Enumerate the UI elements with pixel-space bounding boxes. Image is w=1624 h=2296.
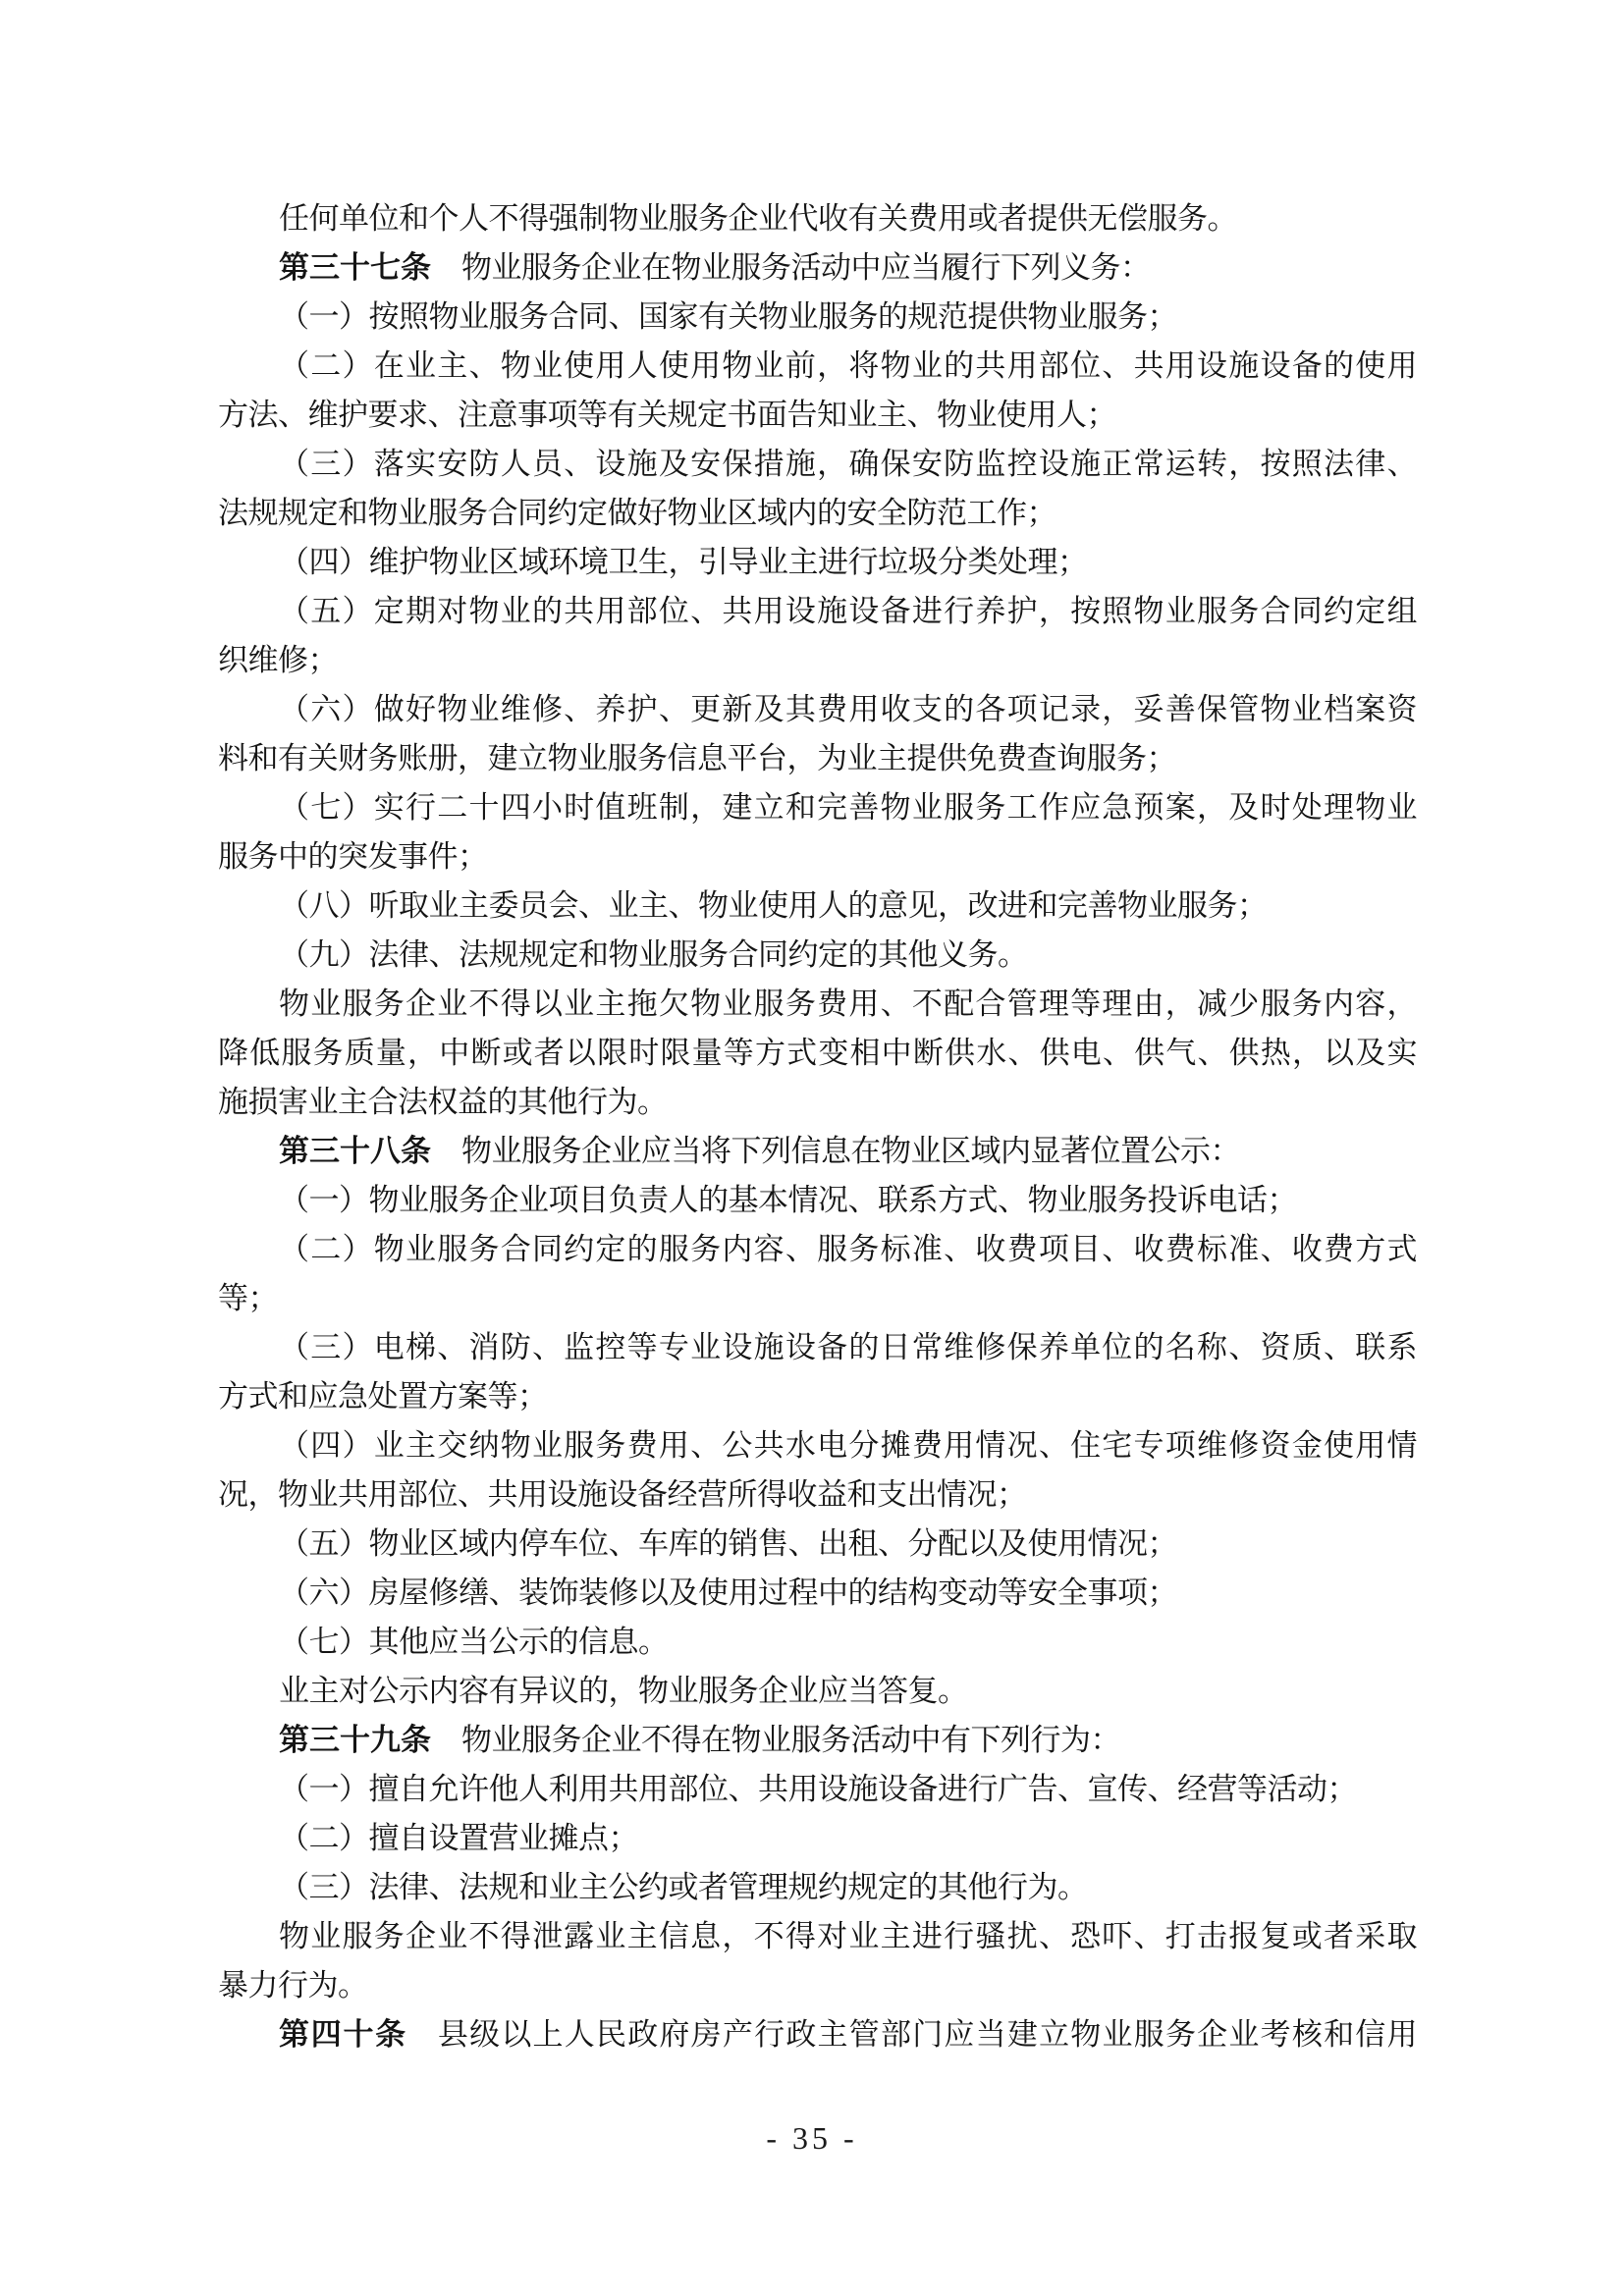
text-line: （二）在业主、物业使用人使用物业前，将物业的共用部位、共用设施设备的使用 — [279, 348, 1417, 383]
text-line: （八）听取业主委员会、业主、物业使用人的意见，改进和完善物业服务； — [279, 888, 1268, 923]
body-text — [218, 194, 1417, 2059]
text-line: （一）物业服务企业项目负责人的基本情况、联系方式、物业服务投诉电话； — [279, 1183, 1297, 1217]
text-line: 施损害业主合法权益的其他行为。 — [218, 1085, 668, 1119]
article-heading: 第三十九条 — [279, 1723, 431, 1757]
text-line: 降低服务质量，中断或者以限时限量等方式变相中断供水、供电、供气、供热，以及实 — [218, 1036, 1417, 1070]
text-line: （五）物业区域内停车位、车库的销售、出租、分配以及使用情况； — [279, 1526, 1177, 1561]
text-line: 等； — [218, 1281, 278, 1315]
text-line: 物业服务企业不得以业主拖欠物业服务费用、不配合管理等理由，减少服务内容， — [279, 987, 1417, 1021]
text-line: 方式和应急处置方案等； — [218, 1379, 548, 1414]
text-line: 暴力行为。 — [218, 1968, 368, 2002]
text-line: （一）按照物业服务合同、国家有关物业服务的规范提供物业服务； — [279, 299, 1177, 334]
text-line: （三）电梯、消防、监控等专业设施设备的日常维修保养单位的名称、资质、联系 — [279, 1330, 1417, 1364]
text-line: （六）做好物业维修、养护、更新及其费用收支的各项记录，妥善保管物业档案资 — [279, 692, 1417, 726]
text-line: 第四十条 县级以上人民政府房产行政主管部门应当建立物业服务企业考核和信用 — [279, 2017, 1418, 2052]
text-line: （三）法律、法规和业主公约或者管理规约规定的其他行为。 — [279, 1870, 1088, 1904]
article-heading: 第四十条 — [279, 2017, 407, 2052]
text-line: 第三十七条 物业服务企业在物业服务活动中应当履行下列义务： — [279, 250, 1151, 285]
text-line: （九）法律、法规规定和物业服务合同约定的其他义务。 — [279, 937, 1028, 972]
text-line: （四）维护物业区域环境卫生，引导业主进行垃圾分类处理； — [279, 545, 1088, 579]
text-line: （七）其他应当公示的信息。 — [279, 1625, 669, 1659]
text-line: 况，物业共用部位、共用设施设备经营所得收益和支出情况； — [218, 1477, 1027, 1512]
text-line: （四）业主交纳物业服务费用、公共水电分摊费用情况、住宅专项维修资金使用情 — [279, 1428, 1417, 1463]
text-line: （二）物业服务合同约定的服务内容、服务标准、收费项目、收费标准、收费方式 — [279, 1232, 1417, 1266]
text-line: 法规规定和物业服务合同约定做好物业区域内的安全防范工作； — [218, 496, 1056, 530]
text-line: （七）实行二十四小时值班制，建立和完善物业服务工作应急预案，及时处理物业 — [279, 790, 1417, 825]
text-line: 方法、维护要求、注意事项等有关规定书面告知业主、物业使用人； — [218, 398, 1116, 432]
text-line: （三）落实安防人员、设施及安保措施，确保安防监控设施正常运转，按照法律、 — [279, 447, 1417, 481]
text-line: （一）擅自允许他人利用共用部位、共用设施设备进行广告、宣传、经营等活动； — [279, 1772, 1357, 1806]
text-line: 业主对公示内容有异议的，物业服务企业应当答复。 — [279, 1674, 968, 1708]
text-line: 服务中的突发事件； — [218, 839, 488, 874]
text-line: 物业服务企业不得泄露业主信息，不得对业主进行骚扰、恐吓、打击报复或者采取 — [279, 1919, 1417, 1953]
article-heading: 第三十七条 — [279, 250, 431, 285]
text-line: （五）定期对物业的共用部位、共用设施设备进行养护，按照物业服务合同约定组 — [279, 594, 1417, 628]
text-line: 任何单位和个人不得强制物业服务企业代收有关费用或者提供无偿服务。 — [279, 201, 1237, 236]
text-line: 第三十九条 物业服务企业不得在物业服务活动中有下列行为： — [279, 1723, 1120, 1757]
text-line: 第三十八条 物业服务企业应当将下列信息在物业区域内显著位置公示： — [279, 1134, 1240, 1168]
text-line: 料和有关财务账册，建立物业服务信息平台，为业主提供免费查询服务； — [218, 741, 1176, 775]
article-heading: 第三十八条 — [279, 1134, 431, 1168]
text-line: 织维修； — [218, 643, 338, 677]
text-line: （二）擅自设置营业摊点； — [279, 1821, 638, 1855]
page-number: - 35 - — [766, 2120, 858, 2156]
text-line: （六）房屋修缮、装饰装修以及使用过程中的结构变动等安全事项； — [279, 1575, 1177, 1610]
